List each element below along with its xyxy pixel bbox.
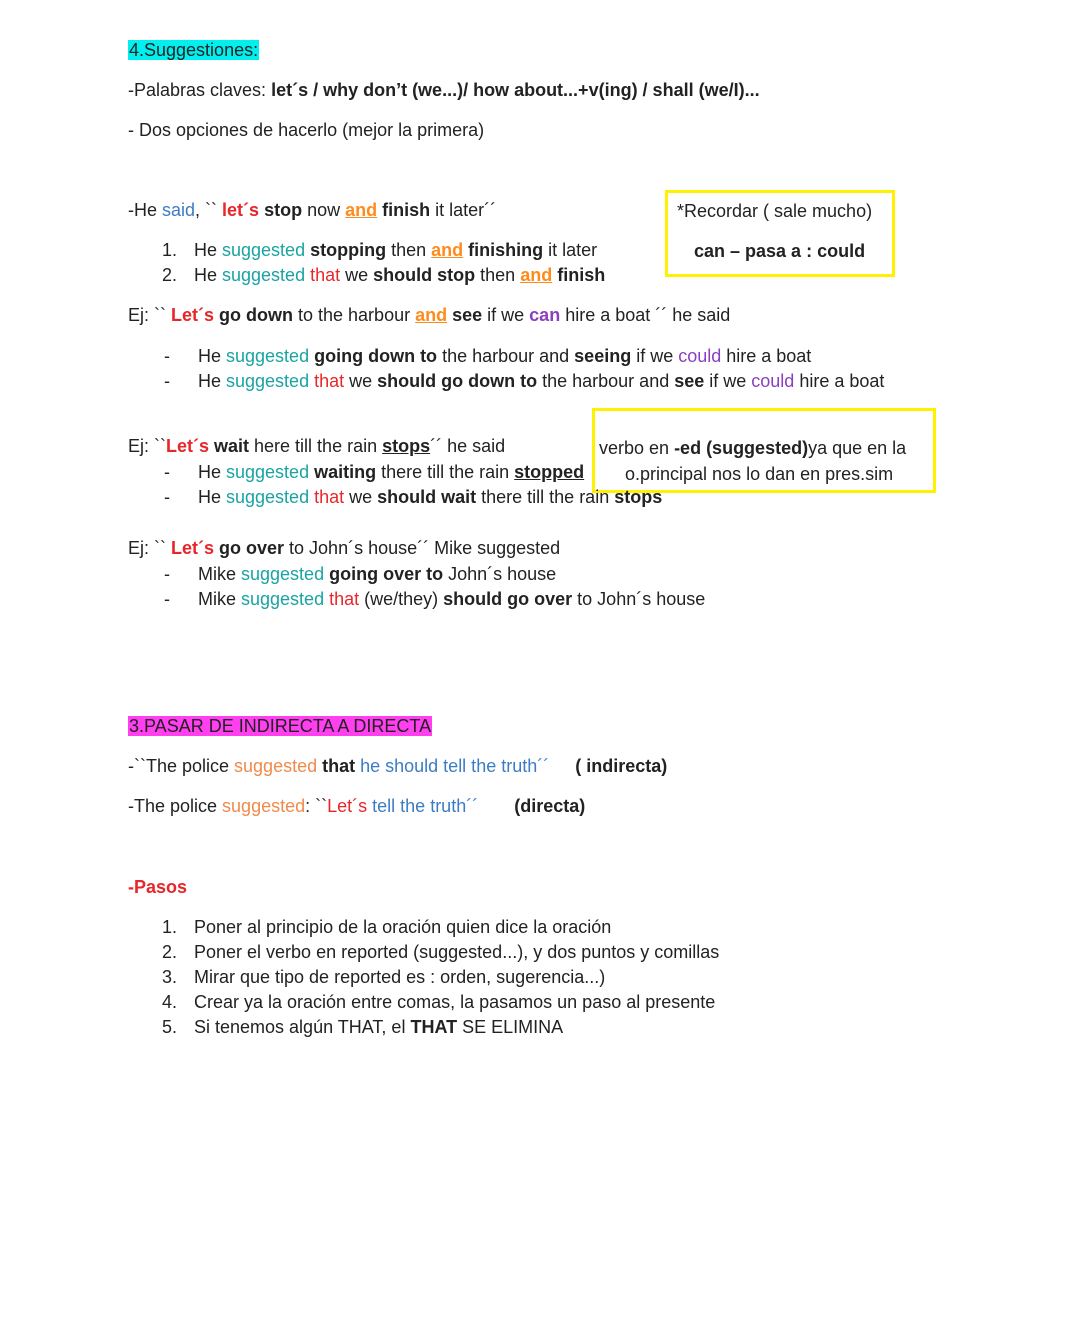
indirect-example: -``The police suggested that he should tell the truth´´ ( indirecta): [128, 756, 668, 776]
section-4-title: 4.Suggestiones:: [129, 40, 259, 60]
two-options-line: - Dos opciones de hacerlo (mejor la primera): [128, 120, 485, 140]
keywords-line: -Palabras claves: let´s / why don’t (we...)/ how about...+v(ing) / shall (we/I)...: [128, 80, 760, 100]
example-1-option-2: 2. He suggested that we should stop then and finish: [162, 265, 606, 285]
section-3-title: 3.PASAR DE INDIRECTA A DIRECTA: [129, 716, 432, 736]
step-3: 3. Mirar que tipo de reported es : orden, sugerencia...): [162, 967, 606, 987]
direct-example: -The police suggested: ``Let´s tell the truth´´ (directa): [128, 796, 586, 816]
step-5: 5. Si tenemos algún THAT, el THAT SE ELIMINA: [162, 1017, 564, 1037]
example-2-option-2: - He suggested that we should go down to the harbour and see if we could hire a boat: [164, 371, 885, 391]
example-3-sentence: Ej: ``Let´s wait here till the rain stops´´ he said: [128, 436, 506, 456]
example-4-sentence: Ej: `` Let´s go over to John´s house´´ Mike suggested: [128, 538, 561, 558]
example-3-option-2: - He suggested that we should wait there till the rain stops: [164, 487, 663, 507]
pasos-heading: -Pasos: [128, 877, 188, 897]
tense-note-box: verbo en -ed (suggested)ya que en la o.principal nos lo dan en pres.sim: [592, 408, 936, 493]
example-3-option-1: - He suggested waiting there till the rain stopped: [164, 462, 585, 482]
example-2-option-1: - He suggested going down to the harbour and seeing if we could hire a boat: [164, 346, 812, 366]
step-4: 4. Crear ya la oración entre comas, la pasamos un paso al presente: [162, 992, 716, 1012]
step-2: 2. Poner el verbo en reported (suggested...), y dos puntos y comillas: [162, 942, 720, 962]
example-4-option-1: - Mike suggested going over to John´s house: [164, 564, 557, 584]
reminder-box: *Recordar ( sale mucho) can – pasa a : could: [665, 190, 895, 277]
example-2-sentence: Ej: `` Let´s go down to the harbour and see if we can hire a boat ´´ he said: [128, 305, 731, 325]
example-4-option-2: - Mike suggested that (we/they) should go over to John´s house: [164, 589, 706, 609]
step-1: 1. Poner al principio de la oración quien dice la oración: [162, 917, 612, 937]
example-1-option-1: 1. He suggested stopping then and finishing it later: [162, 240, 598, 260]
example-1-sentence: -He said, `` let´s stop now and finish it later´´: [128, 200, 497, 220]
